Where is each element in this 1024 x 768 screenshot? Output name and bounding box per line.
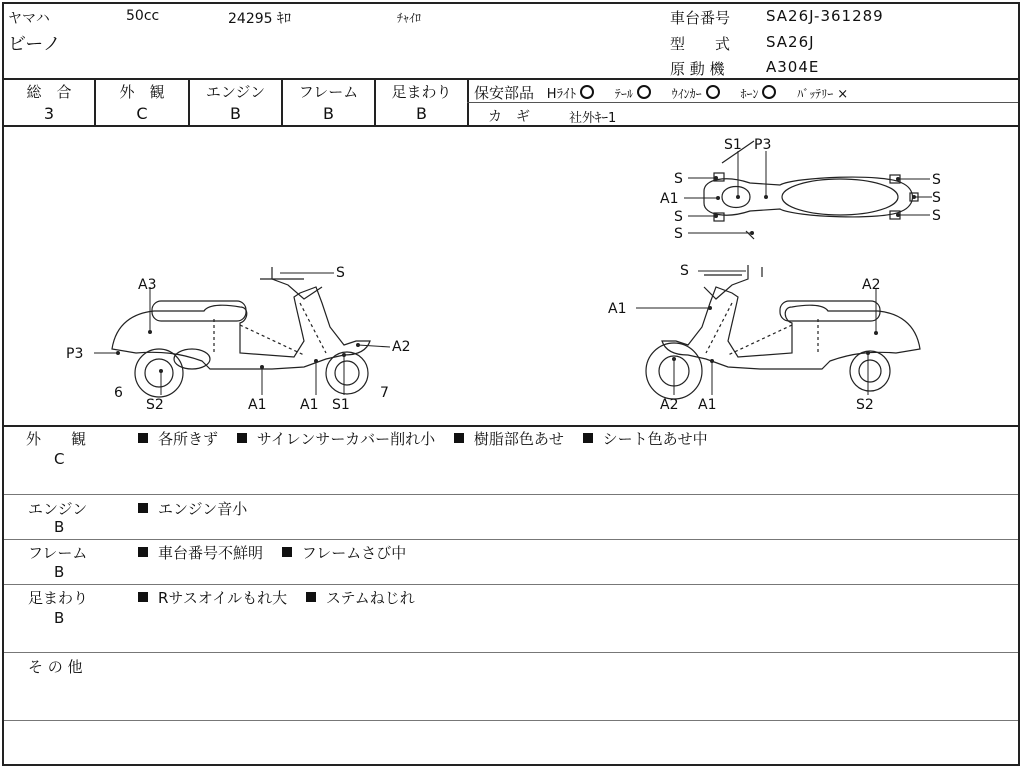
label-left-a3: A3 [138, 277, 157, 293]
displacement: 50cc [126, 8, 160, 24]
damage-diagram [4, 127, 1018, 424]
grade-suspension-label: 足まわり [391, 83, 452, 101]
label-top-a1: A1 [660, 191, 679, 207]
maker: ヤマハ [8, 11, 50, 27]
grade-suspension-value: B [416, 104, 427, 123]
divider [4, 425, 1018, 427]
label-left-s1: S1 [332, 397, 350, 413]
label-right-a2: A2 [862, 277, 881, 293]
safety-headlight: Hﾗｲﾄ [547, 87, 594, 102]
top-seat [782, 179, 898, 215]
bullet-icon [454, 433, 464, 443]
label-top-s: S [932, 208, 941, 224]
bullet-icon [138, 592, 148, 602]
note-frame-items: 車台番号不鮮明 フレームさび中 [138, 542, 420, 563]
note-exterior-grade: C [54, 450, 65, 468]
model-name: ビーノ [8, 34, 61, 55]
label-right-a1: A1 [608, 301, 627, 317]
label-left-a1b: A1 [300, 397, 319, 413]
right-body-outline [662, 287, 920, 369]
note-suspension-grade: B [54, 609, 65, 627]
grade-total-value: 3 [43, 104, 55, 123]
bullet-icon [282, 547, 292, 557]
grade-exterior-value: C [136, 104, 148, 123]
divider [4, 78, 1018, 80]
note-frame-label: フレーム [28, 544, 88, 562]
label-top-s1: S1 [724, 137, 742, 153]
note-exterior-items: 各所きず サイレンサーカバー削れ小 樹脂部色あせ シート色あせ中 [138, 428, 722, 449]
grade-engine-label: エンジン [205, 83, 266, 101]
grade-total-label: 総 合 [26, 83, 72, 101]
ok-circle-icon [637, 85, 651, 99]
bullet-icon [138, 433, 148, 443]
frame-no: SA26J-361289 [766, 7, 884, 25]
left-rear-wheel [135, 349, 183, 397]
label-top-s: S [932, 172, 941, 188]
grade-frame-value: B [323, 104, 334, 123]
safety-battery: ﾊﾞｯﾃﾘｰ × [797, 87, 849, 102]
label-left-a2: A2 [392, 339, 411, 355]
safety-label: 保安部品 [474, 84, 535, 102]
ok-circle-icon [580, 85, 594, 99]
grade-exterior-label: 外 観 [119, 83, 165, 101]
note-suspension-items: Rサスオイルもれ大 ステムねじれ [138, 587, 429, 608]
bullet-icon [583, 433, 593, 443]
left-body-outline [112, 287, 370, 369]
label-top-s: S [674, 171, 683, 187]
safety-tail: ﾃｰﾙ [615, 87, 651, 101]
ok-circle-icon [762, 85, 776, 99]
engine-value: A304E [766, 58, 820, 76]
bullet-icon [237, 433, 247, 443]
note-frame-grade: B [54, 563, 65, 581]
type-value: SA26J [766, 33, 815, 51]
label-left-7: 7 [380, 385, 389, 401]
grade-frame-label: フレーム [298, 83, 359, 101]
label-right-a1-bottom: A1 [698, 397, 717, 413]
frame-no-label: 車台番号 [670, 9, 731, 27]
label-top-s: S [674, 209, 683, 225]
safety-winker: ｳｲﾝｶｰ [672, 87, 720, 101]
damage-points [116, 176, 916, 373]
engine-label: 原 動 機 [670, 60, 725, 78]
top-body-outline [704, 177, 913, 217]
note-engine-items: エンジン音小 [138, 498, 261, 519]
safety-parts [474, 82, 848, 103]
grade-engine-value: B [230, 104, 241, 123]
note-other-label: そ の 他 [28, 658, 83, 676]
left-front-wheel [326, 352, 368, 394]
ng-cross-icon: × [837, 87, 849, 102]
label-left-6: 6 [114, 385, 123, 401]
bullet-icon [138, 547, 148, 557]
key-label: カ ギ [488, 109, 530, 125]
note-engine-grade: B [54, 518, 65, 536]
color: ﾁｬｲﾛ [397, 11, 422, 25]
mileage: 24295 ｷﾛ [228, 11, 291, 27]
key-value: 社外ｷｰ1 [569, 111, 617, 126]
note-engine-label: エンジン [28, 500, 88, 518]
label-right-s: S [680, 263, 689, 279]
note-suspension-label: 足まわり [28, 589, 89, 607]
label-top-s: S [932, 190, 941, 206]
label-top-p3: P3 [754, 137, 772, 153]
type-label: 型 式 [670, 35, 731, 53]
ok-circle-icon [706, 85, 720, 99]
inspection-sheet [2, 2, 1020, 766]
label-top-s: S [674, 226, 683, 242]
label-left-s2: S2 [146, 397, 164, 413]
bullet-icon [138, 503, 148, 513]
note-exterior-label: 外 観 [26, 430, 87, 448]
label-left-a1: A1 [248, 397, 267, 413]
label-left-s: S [336, 265, 345, 281]
bullet-icon [306, 592, 316, 602]
label-left-p3: P3 [66, 346, 84, 362]
label-right-s2: S2 [856, 397, 874, 413]
safety-horn: ﾎｰﾝ [740, 87, 776, 101]
label-right-a2-bottom: A2 [660, 397, 679, 413]
right-rear-wheel [850, 351, 890, 391]
